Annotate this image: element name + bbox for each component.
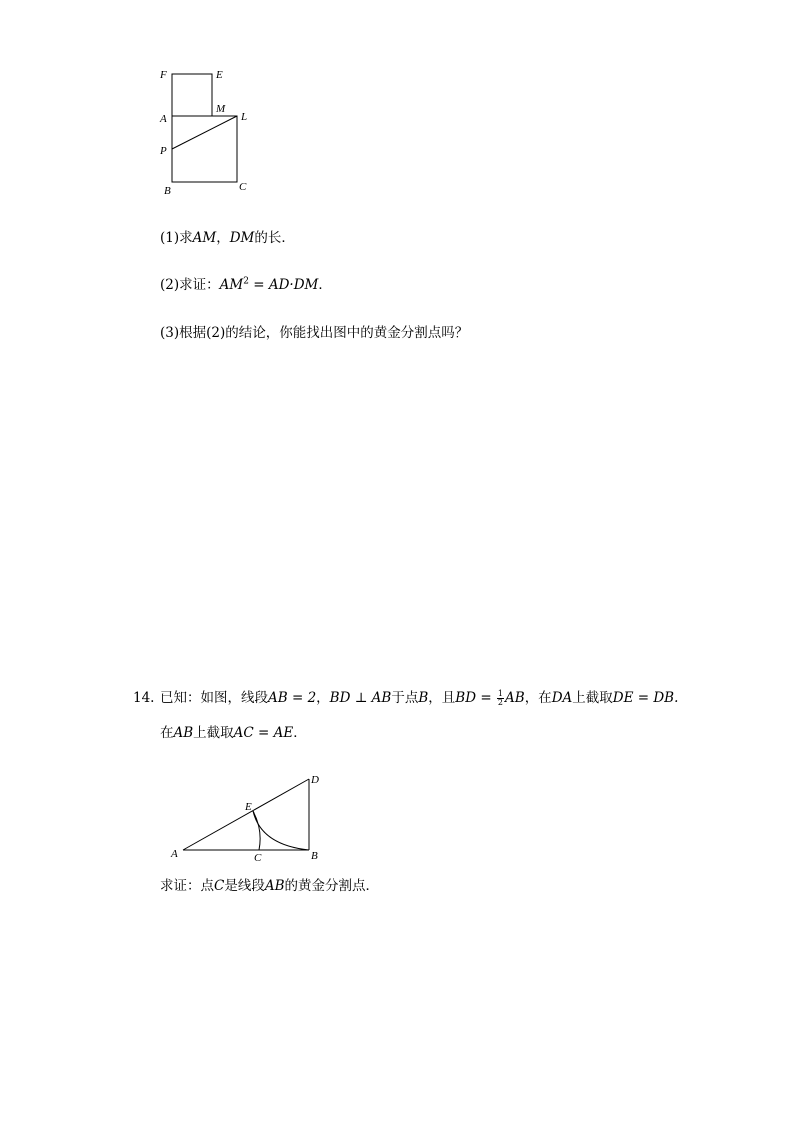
q14-l1-t4: ，且 [428,690,456,706]
q14-l1-m4a: BD = [455,690,496,706]
label-M: M [216,103,226,115]
arc-EC [253,811,260,850]
fraction-numerator: 1 [497,689,504,698]
q13-part2-exponent: 2 [243,276,249,287]
q14-l1-fraction [497,690,504,707]
q14-proof-t1: 求证：点 [160,878,214,894]
label-L: L [241,111,248,123]
q13-part3: (3)根据(2)的结论，你能找出图中的黄金分割点吗？ [160,325,469,341]
label-B: B [311,850,318,862]
q14-l1-m2: BD ⊥ AB [329,690,392,706]
q13-part2-prefix: (2)求证： [160,277,220,293]
q14-l1-t6: 上截取 [572,690,613,706]
q14-l1-t3: 于点 [391,690,419,706]
label-C: C [239,181,247,193]
q14-l1-m5: DA [551,690,573,706]
label-A: A [171,848,178,860]
label-B: B [164,185,171,197]
large-square [172,116,237,182]
q13-part1-sep: ， [216,230,230,246]
q14-l1-t1: 已知：如图，线段 [160,690,268,706]
q14-line2 [160,724,307,742]
segment-PL [172,116,237,149]
q14-l2-m2: AC = AE [233,725,294,741]
label-C: C [254,852,262,864]
segment-AD [183,779,309,850]
q14-line1 [160,689,678,707]
q14-l1-t2: ， [316,690,330,706]
q14-proof-m2: AB [264,878,285,894]
q13-part1-suffix: 的长． [254,230,295,246]
q14-l2-t3: ． [293,725,307,741]
label-A: A [160,113,167,125]
arc-EB [253,811,309,850]
q13-part2-suffix: ． [318,277,332,293]
q13-part2 [160,276,332,294]
q13-part2-var-am: AM [219,277,244,293]
q14-l1-m6: DE = DB. [612,690,679,706]
label-D: D [311,774,319,786]
q14-l1-t5: ，在 [524,690,552,706]
figure-triangle-diagram [165,765,335,870]
q13-part1 [160,229,295,247]
q13-part1-var-dm: DM [229,230,255,246]
q14-l2-t2: 上截取 [193,725,234,741]
q14-proof-m1: C [214,878,225,894]
q14-l1-m4b: AB [505,690,525,706]
q14-l2-m1: AB [173,725,194,741]
label-F: F [160,69,167,81]
figure-square-diagram [150,62,260,202]
q14-l1-m3: B [418,690,429,706]
q14-l2-t1: 在 [160,725,174,741]
q13-part1-prefix: (1)求 [160,230,193,246]
q14-number: 14. [133,690,155,706]
q14-proof-statement [160,877,379,895]
label-E: E [216,69,223,81]
label-E: E [245,801,252,813]
q13-part1-var-am: AM [192,230,217,246]
q14-proof-t3: 的黄金分割点． [284,878,380,894]
q13-part2-equation: = AD·DM [248,277,319,293]
label-P: P [160,145,167,157]
q14-l1-m1: AB = 2 [268,690,317,706]
small-square [172,74,212,116]
q14-proof-t2: 是线段 [224,878,265,894]
fraction-denominator: 2 [497,698,504,707]
